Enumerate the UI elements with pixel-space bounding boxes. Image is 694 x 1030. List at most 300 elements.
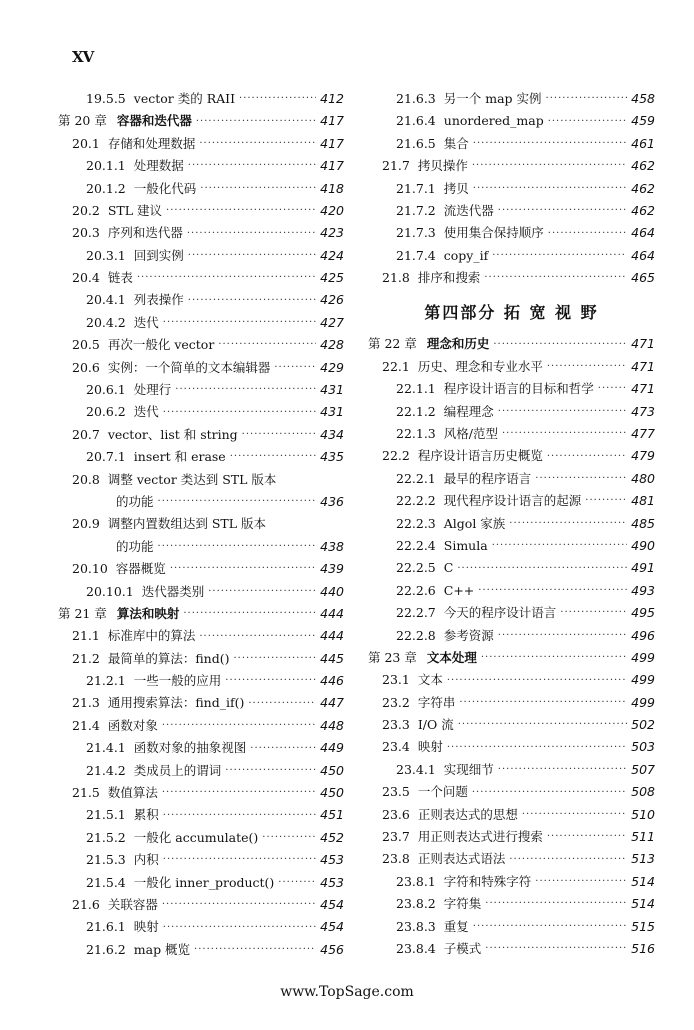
toc-entry-number: 20.4.2 — [86, 314, 126, 330]
toc-entry — [368, 804, 655, 826]
toc-leader-dots — [158, 542, 317, 552]
toc-entry — [368, 714, 655, 736]
toc-entry — [368, 423, 655, 445]
toc-entry-title: 标准库中的算法 — [107, 628, 196, 644]
toc-leader-dots — [278, 878, 316, 888]
toc-entry-page: 471 — [631, 358, 655, 374]
toc-right-bottom — [368, 334, 655, 961]
toc-entry — [58, 379, 344, 401]
toc-entry-title: 容器和迭代器 — [116, 113, 192, 129]
toc-entry-title: 列表操作 — [133, 292, 184, 308]
toc-entry-number: 22.2 — [382, 448, 410, 464]
toc-leader-dots — [188, 251, 316, 261]
toc-leader-dots — [492, 541, 627, 551]
toc-entry-number: 21.5.2 — [86, 829, 126, 845]
toc-leader-dots — [498, 206, 627, 216]
toc-entry-number: 23.4 — [382, 739, 410, 755]
toc-leader-dots — [163, 318, 316, 328]
toc-entry-page: 515 — [631, 918, 655, 934]
toc-entry-page: 499 — [631, 649, 655, 665]
toc-entry-number: 21.4.2 — [86, 762, 126, 778]
toc-leader-dots — [478, 586, 627, 596]
toc-leader-dots — [163, 923, 316, 933]
toc-entry-number: 22.2.2 — [396, 493, 436, 509]
toc-entry — [58, 155, 344, 177]
toc-leader-dots — [547, 832, 627, 842]
toc-leader-dots — [200, 184, 316, 194]
toc-entry-number: 20.6.2 — [86, 404, 126, 420]
toc-entry-title: 关联容器 — [107, 897, 158, 912]
toc-entry-title: 集合 — [443, 135, 469, 151]
toc-entry-title: 再次一般化 vector — [107, 337, 215, 353]
toc-leader-dots — [162, 721, 316, 731]
toc-entry-page: 420 — [320, 202, 344, 218]
toc-entry-title: 处理数据 — [133, 158, 184, 174]
toc-entry-number: 22.2.5 — [396, 560, 436, 576]
toc-leader-dots — [498, 407, 627, 417]
toc-entry-number: 21.7.4 — [396, 247, 436, 263]
toc-entry-page: 446 — [320, 673, 344, 689]
toc-entry-page: 412 — [320, 90, 344, 106]
toc-entry-title: 正则表达式语法 — [417, 851, 506, 867]
toc-entry-number: 20.7 — [72, 426, 100, 442]
toc-entry — [368, 356, 655, 378]
toc-entry-page: 473 — [631, 403, 655, 419]
toc-entry-title: 迭代器类别 — [141, 583, 205, 599]
toc-leader-dots — [546, 94, 628, 104]
toc-entry — [58, 849, 344, 871]
toc-entry-page: 516 — [631, 941, 655, 956]
toc-leader-dots — [458, 720, 627, 730]
toc-entry-number: 20.3.1 — [86, 247, 126, 263]
toc-entry — [368, 110, 655, 132]
toc-entry-page: 426 — [320, 292, 344, 308]
toc-entry-page: 480 — [631, 470, 655, 486]
toc-leader-dots — [498, 631, 627, 641]
toc-entry — [58, 760, 344, 782]
toc-leader-dots — [162, 788, 316, 798]
toc-entry-title: 子模式 — [443, 941, 482, 956]
toc-entry-title: 函数对象的抽象视图 — [133, 740, 247, 756]
toc-entry-page: 431 — [320, 382, 344, 398]
toc-entry-title: 排序和搜索 — [417, 270, 481, 286]
toc-right-top — [368, 88, 655, 290]
toc-leader-dots — [250, 744, 316, 754]
toc-entry-number: 21.7 — [382, 158, 410, 174]
toc-entry — [368, 222, 655, 244]
toc-leader-dots — [509, 519, 627, 529]
toc-entry-page: 508 — [631, 784, 655, 800]
toc-leader-dots — [472, 788, 627, 798]
toc-leader-dots — [166, 206, 316, 216]
toc-entry-number: 20.5 — [72, 337, 100, 353]
toc-entry-number: 23.2 — [382, 694, 410, 710]
toc-entry-number: 21.6.5 — [396, 135, 436, 151]
toc-entry — [368, 468, 655, 490]
toc-entry-number: 21.4 — [72, 717, 100, 733]
toc-entry — [58, 88, 344, 110]
toc-leader-dots — [225, 676, 316, 686]
toc-leader-dots — [560, 608, 627, 618]
toc-entry-page: 453 — [320, 852, 344, 868]
toc-entry — [368, 916, 655, 938]
toc-entry-page: 445 — [320, 650, 344, 666]
toc-entry-page: 514 — [631, 896, 655, 912]
toc-entry — [368, 88, 655, 110]
toc-entry — [368, 625, 655, 647]
toc-leader-dots — [208, 587, 316, 597]
toc-leader-dots — [535, 474, 627, 484]
toc-entry-number: 第 21 章 — [58, 605, 107, 621]
toc-entry — [58, 446, 344, 468]
toc-entry-title: Simula — [443, 537, 488, 553]
toc-leader-dots — [473, 922, 627, 932]
toc-entry-page: 444 — [320, 628, 344, 644]
toc-entry-number: 22.1.2 — [396, 403, 436, 419]
toc-entry-title: 迭代 — [133, 404, 159, 420]
toc-entry-title: 存储和处理数据 — [107, 135, 196, 151]
toc-entry-number: 22.2.8 — [396, 627, 436, 643]
toc-entry-number: 23.3 — [382, 717, 410, 733]
toc-leader-dots — [498, 765, 627, 775]
toc-chapter-entry — [368, 647, 655, 669]
toc-entry-title: 使用集合保持顺序 — [443, 225, 544, 241]
toc-entry-number: 21.5.1 — [86, 807, 126, 823]
toc-entry-number: 23.8.4 — [396, 941, 436, 956]
toc-leader-dots — [262, 833, 316, 843]
toc-entry-number: 21.3 — [72, 695, 100, 711]
toc-leader-dots — [485, 899, 627, 909]
toc-leader-dots — [230, 452, 316, 462]
toc-entry-title: Algol 家族 — [443, 515, 506, 531]
toc-entry-number: 22.2.3 — [396, 515, 436, 531]
toc-entry-page: 477 — [631, 426, 655, 442]
toc-entry-title: insert 和 erase — [133, 449, 226, 465]
toc-leader-dots — [163, 855, 316, 865]
toc-entry — [58, 782, 344, 804]
toc-entry-number: 20.1.2 — [86, 180, 126, 196]
toc-leader-dots — [522, 810, 627, 820]
toc-leader-dots — [472, 161, 627, 171]
toc-chapter-entry — [58, 110, 344, 132]
toc-entry-number: 21.4.1 — [86, 740, 126, 756]
toc-entry-number: 22.2.6 — [396, 582, 436, 598]
toc-entry-number: 20.10.1 — [86, 583, 134, 599]
toc-entry-page: 510 — [631, 806, 655, 822]
toc-entry — [368, 602, 655, 624]
toc-entry-page: 491 — [631, 560, 655, 576]
toc-entry-page: 459 — [631, 113, 655, 129]
toc-entry-number: 22.1.3 — [396, 426, 436, 442]
toc-entry-number: 20.1 — [72, 135, 100, 151]
toc-entry — [58, 334, 344, 356]
toc-entry-page: 495 — [631, 605, 655, 621]
toc-entry-title: 数值算法 — [107, 785, 158, 801]
toc-entry-page: 461 — [631, 135, 655, 151]
toc-entry-number: 20.1.1 — [86, 158, 126, 174]
toc-leader-dots — [509, 855, 627, 865]
toc-entry-number: 22.1 — [382, 358, 410, 374]
toc-entry-number: 21.6.1 — [86, 919, 126, 935]
toc-entry-title: 最早的程序语言 — [443, 470, 532, 486]
toc-leader-dots — [535, 877, 627, 887]
toc-entry-title: 回到实例 — [133, 247, 184, 263]
toc-entry-number: 21.2 — [72, 650, 100, 666]
toc-entry — [58, 670, 344, 692]
toc-entry — [58, 715, 344, 737]
toc-entry-title: 另一个 map 实例 — [443, 90, 542, 106]
toc-leader-dots — [248, 699, 316, 709]
toc-entry-number: 20.4 — [72, 270, 100, 286]
toc-entry-title: unordered_map — [443, 113, 544, 129]
toc-entry-number: 21.1 — [72, 628, 100, 644]
toc-entry-title: vector、list 和 string — [107, 426, 238, 442]
toc-leader-dots — [239, 94, 316, 104]
toc-entry-number: 21.6.2 — [86, 941, 126, 957]
toc-entry-title: 参考资源 — [443, 627, 494, 643]
toc-entry — [368, 535, 655, 557]
toc-entry-page: 481 — [631, 493, 655, 509]
toc-entry — [368, 849, 655, 871]
toc-entry-page: 490 — [631, 537, 655, 553]
toc-entry — [368, 938, 655, 960]
toc-leader-dots — [548, 117, 627, 127]
toc-entry-page: 458 — [631, 90, 655, 106]
toc-entry-page: 471 — [631, 381, 655, 397]
toc-entry — [58, 133, 344, 155]
toc-entry-page: 417 — [320, 135, 344, 151]
toc-entry — [58, 424, 344, 446]
toc-entry-page: 499 — [631, 672, 655, 688]
toc-entry-title: 程序设计语言的目标和哲学 — [443, 381, 594, 397]
toc-entry-title: C++ — [443, 582, 475, 598]
toc-entry-page: 424 — [320, 247, 344, 263]
toc-entry-title: 一般化 accumulate() — [133, 829, 259, 845]
toc-leader-dots — [199, 139, 316, 149]
toc-leader-dots — [170, 564, 316, 574]
toc-entry-number: 23.8.1 — [396, 873, 436, 889]
toc-entry-number: 第 22 章 — [368, 336, 417, 352]
toc-leader-dots — [274, 363, 316, 373]
toc-entry-page: 448 — [320, 717, 344, 733]
toc-entry — [368, 401, 655, 423]
toc-entry-page: 496 — [631, 627, 655, 643]
toc-leader-dots — [547, 452, 627, 462]
toc-entry-page: 493 — [631, 582, 655, 598]
toc-entry — [368, 155, 655, 177]
part-title: 第四部分 拓 宽 视 野 — [424, 303, 599, 323]
toc-entry-page: 465 — [631, 270, 655, 286]
toc-entry — [58, 401, 344, 423]
toc-entry — [58, 916, 344, 938]
toc-entry — [368, 245, 655, 267]
toc-entry-title: 字符集 — [443, 896, 482, 912]
toc-entry — [368, 378, 655, 400]
toc-entry-title: vector 类的 RAII — [133, 90, 236, 106]
toc-entry-number: 23.4.1 — [396, 761, 436, 777]
toc-leader-dots — [199, 632, 316, 642]
toc-entry — [368, 200, 655, 222]
toc-entry-title: 字符和特殊字符 — [443, 873, 532, 889]
toc-entry-title: 一个问题 — [417, 784, 468, 800]
toc-entry-page: 434 — [320, 426, 344, 442]
toc-entry-page: 502 — [631, 717, 655, 733]
toc-entry-page: 431 — [320, 404, 344, 420]
toc-leader-dots — [158, 497, 317, 507]
toc-entry-page: 513 — [631, 851, 655, 867]
toc-entry-title: 现代程序设计语言的起源 — [443, 493, 582, 509]
toc-leader-dots — [484, 273, 627, 283]
toc-entry-page: 450 — [320, 762, 344, 778]
toc-entry — [58, 625, 344, 647]
toc-entry-number: 20.8 — [72, 471, 100, 487]
toc-entry-page: 462 — [631, 158, 655, 174]
toc-right-column — [368, 88, 655, 960]
toc-entry — [368, 580, 655, 602]
toc-entry — [368, 871, 655, 893]
toc-entry-number: 21.7.2 — [396, 202, 436, 218]
toc-entry-title: 类成员上的谓词 — [133, 762, 222, 778]
toc-entry-number: 20.4.1 — [86, 292, 126, 308]
toc-entry — [368, 267, 655, 289]
toc-entry — [58, 805, 344, 827]
toc-entry-title: 通用搜索算法：find_if() — [107, 695, 245, 711]
toc-entry — [58, 200, 344, 222]
toc-entry — [58, 737, 344, 759]
toc-entry-title: 函数对象 — [107, 717, 158, 733]
toc-entry — [368, 759, 655, 781]
toc-entry-number: 21.2.1 — [86, 673, 126, 689]
toc-entry-title: 正则表达式的思想 — [417, 806, 518, 822]
toc-entry-title: 最简单的算法：find() — [107, 650, 230, 666]
toc-entry-page: 503 — [631, 739, 655, 755]
toc-entry-page: 450 — [320, 785, 344, 801]
toc-entry-number: 21.6 — [72, 897, 100, 912]
toc-entry-title: 映射 — [417, 739, 443, 755]
toc-entry — [368, 513, 655, 535]
toc-entry-number: 22.1.1 — [396, 381, 436, 397]
toc-entry-title: 今天的程序设计语言 — [443, 605, 557, 621]
toc-entry-number: 第 23 章 — [368, 649, 417, 665]
toc-entry-page: 444 — [320, 605, 344, 621]
toc-entry-title: 拷贝 — [443, 180, 469, 196]
toc-entry — [58, 357, 344, 379]
toc-entry-number: 23.8.2 — [396, 896, 436, 912]
toc-leader-dots — [175, 385, 316, 395]
toc-entry-number: 21.5 — [72, 785, 100, 801]
toc-entry-title: 内积 — [133, 852, 159, 868]
toc-entry-title: 历史、理念和专业水平 — [417, 358, 543, 374]
toc-leader-dots — [163, 811, 316, 821]
toc-entry — [368, 826, 655, 848]
toc-entry-page: 464 — [631, 247, 655, 263]
toc-entry-number: 23.8 — [382, 851, 410, 867]
toc-left-column — [58, 88, 344, 961]
toc-entry-number: 23.1 — [382, 672, 410, 688]
toc-entry-number: 20.7.1 — [86, 449, 126, 465]
toc-entry-page: 462 — [631, 180, 655, 196]
page-number-roman: XV — [72, 48, 94, 66]
toc-leader-dots — [459, 698, 627, 708]
toc-leader-dots — [188, 161, 316, 171]
toc-entry-number: 23.6 — [382, 806, 410, 822]
toc-entry — [58, 894, 344, 916]
toc-entry-number: 22.2.1 — [396, 470, 436, 486]
toc-entry — [58, 558, 344, 580]
toc-leader-dots — [196, 117, 316, 127]
toc-entry-page: 417 — [320, 113, 344, 129]
toc-entry-number: 20.6 — [72, 359, 100, 375]
toc-entry-number: 21.7.1 — [396, 180, 436, 196]
toc-entry-page: 511 — [631, 829, 655, 845]
toc-entry-title: 调整 vector 类达到 STL 版本 — [107, 471, 277, 487]
toc-entry — [368, 490, 655, 512]
toc-entry-title: map 概览 — [133, 941, 191, 957]
toc-entry-title: 文本处理 — [426, 649, 477, 665]
toc-entry-number: 21.5.3 — [86, 852, 126, 868]
toc-leader-dots — [457, 564, 627, 574]
toc-leader-dots — [548, 229, 627, 239]
toc-entry-number: 20.6.1 — [86, 382, 126, 398]
toc-entry — [58, 872, 344, 894]
toc-entry-page: 471 — [631, 336, 655, 352]
toc-entry-number: 20.2 — [72, 202, 100, 218]
toc-entry — [58, 513, 344, 535]
toc-entry-title: 一般化代码 — [133, 180, 197, 196]
toc-entry-title: 累积 — [133, 807, 159, 823]
toc-entry-page: 418 — [320, 180, 344, 196]
toc-entry-number: 22.2.4 — [396, 537, 436, 553]
toc-leader-dots — [473, 139, 627, 149]
toc-entry-number: 19.5.5 — [86, 90, 126, 106]
toc-entry-title: 调整内置数组达到 STL 版本 — [107, 516, 266, 532]
toc-entry-page: 479 — [631, 448, 655, 464]
toc-entry — [58, 469, 344, 491]
toc-entry-title: STL 建议 — [107, 202, 163, 218]
toc-entry-number: 21.7.3 — [396, 225, 436, 241]
toc-entry — [368, 557, 655, 579]
toc-entry-title: 重复 — [443, 918, 469, 934]
toc-entry-number: 23.5 — [382, 784, 410, 800]
toc-entry-title: 风格/范型 — [443, 426, 498, 442]
toc-entry — [58, 648, 344, 670]
toc-entry-page: 440 — [320, 583, 344, 599]
toc-entry-title: 文本 — [417, 672, 443, 688]
toc-leader-dots — [502, 429, 627, 439]
toc-entry — [58, 581, 344, 603]
toc-leader-dots — [492, 251, 627, 261]
toc-entry-title: copy_if — [443, 247, 489, 263]
toc-leader-dots — [137, 273, 316, 283]
toc-entry — [58, 827, 344, 849]
toc-entry — [368, 669, 655, 691]
toc-entry-page: 428 — [320, 337, 344, 353]
toc-entry-title: 程序设计语言历史概览 — [417, 448, 543, 464]
toc-entry — [368, 893, 655, 915]
toc-entry-number: 20.10 — [72, 561, 108, 577]
toc-entry-title: 迭代 — [133, 314, 159, 330]
toc-chapter-entry — [368, 334, 655, 356]
toc-leader-dots — [242, 430, 316, 440]
toc-entry — [368, 692, 655, 714]
toc-entry-page: 454 — [320, 897, 344, 912]
toc-entry-title: 理念和历史 — [426, 336, 490, 352]
toc-entry-number: 21.5.4 — [86, 874, 126, 890]
toc-entry — [58, 222, 344, 244]
toc-entry — [368, 178, 655, 200]
toc-entry-page: 423 — [320, 225, 344, 241]
toc-entry-page: 456 — [320, 941, 344, 957]
